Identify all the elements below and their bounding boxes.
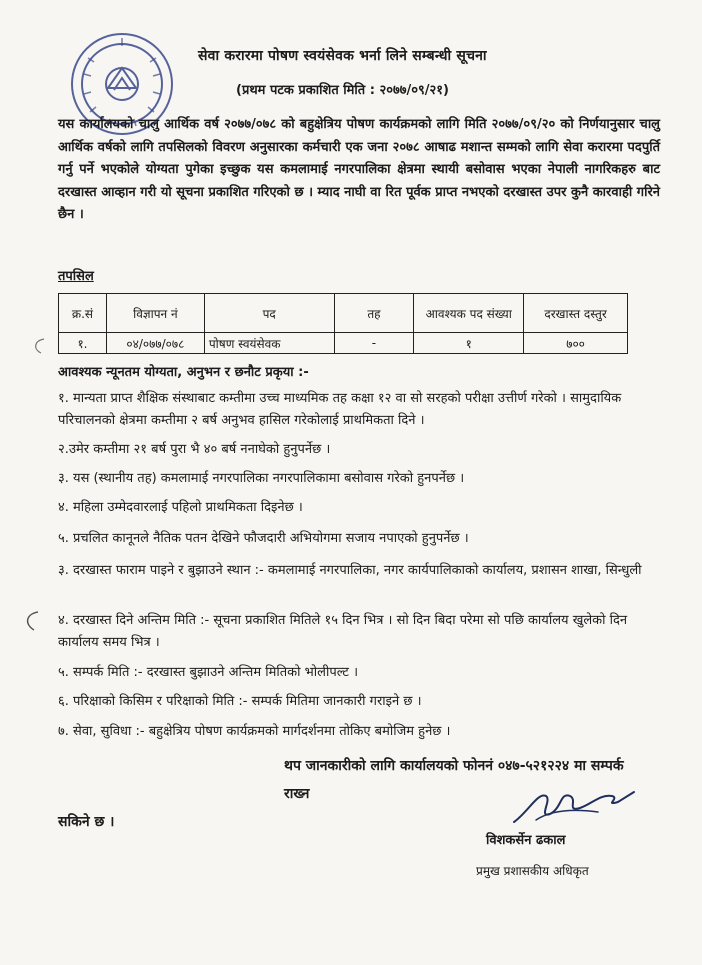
- notice-intro: यस कार्यालयको चालु आर्थिक वर्ष २०७७/०७८ को बहुक्षेत्रिय पोषण कार्यक्रमको लागि मिति २०७७/०९/२० को निर्णयानुसार चालु आर्थिक वर्षको लागि तपसिलको विवरण अनुसारका कर्मचारी एक जना २०७८ आषाढ मशान्त सम्मको लागि सेवा करारमा पदपुर्ति गर्नु पर्ने भएकोले योग्यता पुगेका इच्छुक यस कमलामाई नगरपालिका क्षेत्रमा स्थायी बसोवास भएका नेपाली नागरिकहरु बाट दरखास्त आव्हान गरी यो सूचना प्रकाशित गरिएको छ । म्याद नाघी वा रित पूर्वक प्राप्त नभएको दरखास्त उपर कुनै कारवाही गरिने छैन ।: [58, 117, 660, 222]
- table-row: [59, 333, 628, 354]
- cell-required-count: १: [414, 333, 524, 354]
- header-post: पद: [204, 294, 334, 333]
- header-level: तह: [334, 294, 414, 333]
- table-header-row: [59, 294, 628, 333]
- details-label: तपसिल: [58, 269, 94, 284]
- list-item: ७. सेवा, सुविधा :- बहुक्षेत्रिय पोषण कार्यक्रमको मार्गदर्शनमा तोकिए बमोजिम हुनेछ ।: [58, 724, 451, 739]
- notice-title: सेवा करारमा पोषण स्वयंसेवक भर्ना लिने सम्बन्धी सूचना: [198, 48, 487, 64]
- header-serial: क्र.सं: [59, 294, 107, 333]
- cell-post: पोषण स्वयंसेवक: [204, 333, 334, 354]
- vacancy-table: [58, 293, 628, 354]
- cell-serial: १.: [59, 333, 107, 354]
- header-application-fee: दरखास्त दस्तुर: [524, 294, 628, 333]
- published-date: (प्रथम पटक प्रकाशित मिति : २०७७/०९/२१): [236, 83, 449, 98]
- header-ad-number: विज्ञापन नं: [106, 294, 204, 333]
- list-item: ३. यस (स्थानीय तह) कमलामाई नगरपालिका नगरपालिकामा बसोवास गरेको हुनपर्नेछ ।: [58, 471, 465, 486]
- cell-ad-number: ०४/०७७/०७८: [106, 333, 204, 354]
- cell-application-fee: ७००: [524, 333, 628, 354]
- list-item: ४. महिला उम्मेदवारलाई पहिलो प्राथमिकता दिइनेछ ।: [58, 500, 303, 515]
- margin-mark-icon: [18, 608, 44, 634]
- list-item: ३. दरखास्त फाराम पाइने र बुझाउने स्थान :- कमलामाई नगरपालिका, नगर कार्यपालिकाको कार्यालय, प्रशासन शाखा, सिन्धुली: [58, 563, 642, 578]
- qualification-title: आवश्यक न्यूनतम योग्यता, अनुभन र छनौट प्रकृया :-: [58, 365, 309, 380]
- list-item: २.उमेर कम्तीमा २१ बर्ष पुरा भै ४० बर्ष ननाघेको हुनुपर्नेछ ।: [58, 442, 331, 457]
- list-item: ५. सम्पर्क मिति :- दरखास्त बुझाउने अन्तिम मितिको भोलीपल्ट ।: [58, 665, 358, 680]
- list-item: ४. दरखास्त दिने अन्तिम मिति :- सूचना प्रकाशित मितिले १५ दिन भित्र । सो दिन बिदा परेमा सो पछि कार्यालय खुलेको दिन कार्यालय समय भित्र ।: [58, 613, 628, 650]
- margin-mark-icon: [28, 336, 48, 356]
- signer-title: प्रमुख प्रशासकीय अधिकृत: [476, 864, 589, 878]
- contact-line-2: सकिने छ ।: [58, 814, 115, 830]
- list-item: ५. प्रचलित कानूनले नैतिक पतन देखिने फौजदारी अभियोगमा सजाय नपाएको हुनुपर्नेछ ।: [58, 531, 469, 546]
- signature-icon: [508, 782, 638, 830]
- cell-level: -: [334, 333, 414, 354]
- contact-line-1: थप जानकारीको लागि कार्यालयको फोननं ०४७-५२१२२४ मा सम्पर्क राख्न: [284, 758, 624, 802]
- list-item: ६. परिक्षाको किसिम र परिक्षाको मिति :- सम्पर्क मितिमा जानकारी गराइने छ ।: [58, 694, 422, 709]
- list-item: १. मान्यता प्राप्त शैक्षिक संस्थाबाट कम्तीमा उच्च माध्यमिक तह कक्षा १२ वा सो सरहको परीक्षा उत्तीर्ण गरेको । सामुदायिक परिचालनको क्षेत्रमा कम्तीमा २ बर्ष अनुभव हासिल गरेकोलाई प्राथमिकता दिने ।: [58, 391, 622, 428]
- header-required-count: आवश्यक पद संख्या: [414, 294, 524, 333]
- signer-name: विशकर्सेन ढकाल: [486, 833, 566, 848]
